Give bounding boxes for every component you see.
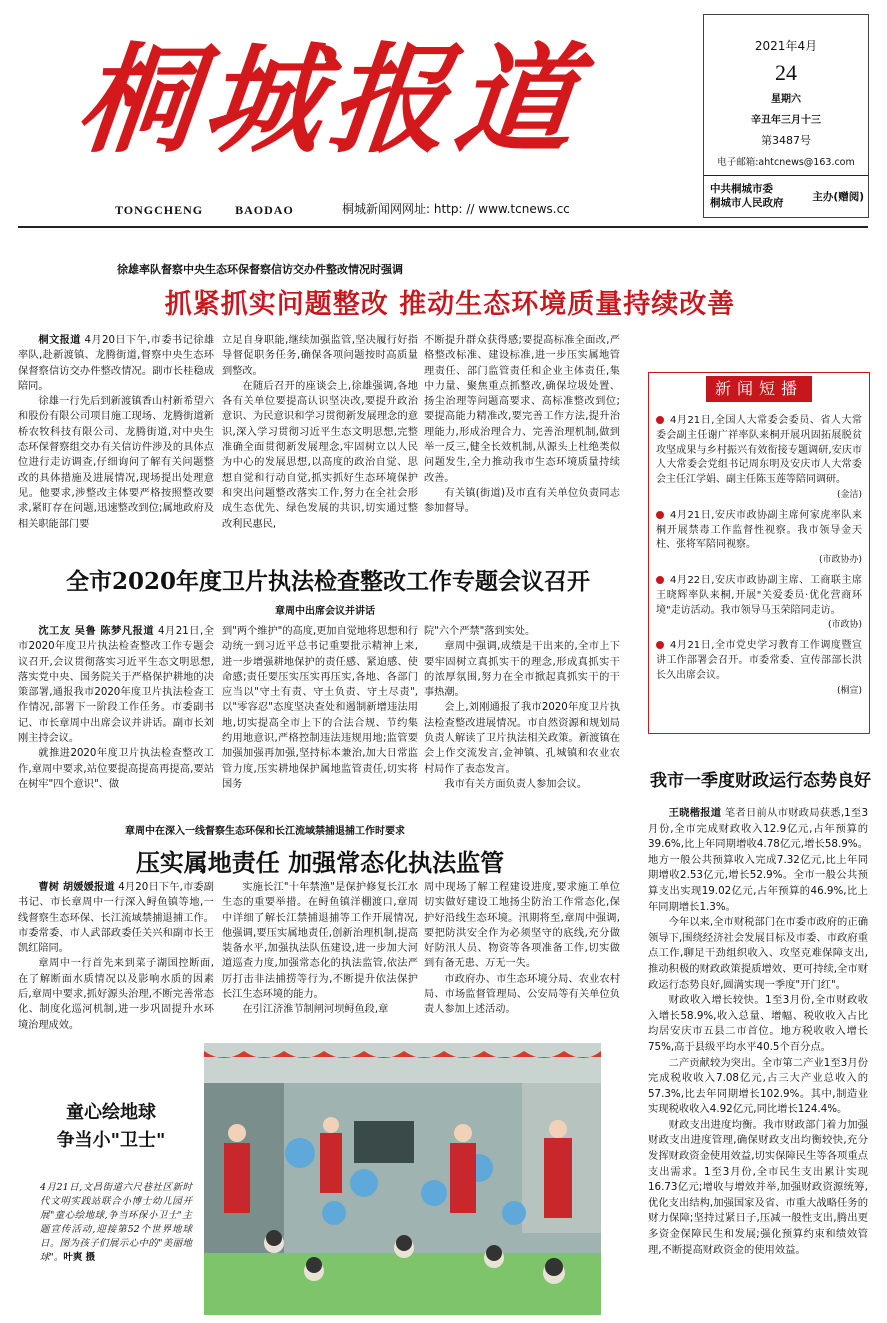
article3-col3: 周中现场了解工程建设进度,要求施工单位切实做好建设工地扬尘防治工作常态化,保护好沿线生态环境。汛期将至,章周中强调,要把防洪安全作为必须坚守的底线,充分做好防汛人员、物资等各项准备工作,切实做到有备无患、万无一失。 市政府办、市生态环境分局、农业农村局、市场监督管理局、公安局等有关单位负责人参加上述活动。 — [424, 882, 620, 1016]
brief-item: 4月21日,全市党史学习教育工作调度暨宣讲工作部署会召开。市委常委、宣传部部长洪长久出席会议。 (桐宣) — [656, 640, 862, 696]
news-briefs-list — [656, 414, 862, 698]
brief-item: 4月21日,全国人大常委会委员、省人大常委会副主任谢广祥率队来桐开展巩固拓展脱贫攻坚成果与乡村振兴有效衔接专题调研,安庆市人大常委会党组书记周东明及安庆市人大常委会主任江学娟、副主任陈玉莲等陪同调研。 (金洁) — [656, 415, 862, 500]
article2-col1: 沈工友 吴鲁 陈梦凡报道 4月21日,全市2020年度卫片执法检查整改工作专题会议召开,会议贯彻落实习近平生态文明思想,落实党中央、国务院关于严格保护耕地的决策部署,通报我市2020年度卫片执法检查工作情况,部署下一阶段工作任务。市委副书记、市长章周中出席会议并讲话。副市长刘刚主持会议。 就推进2020年度卫片执法检查整改工作,章周中要求,站位要提高提高再提高,要站在树牢"四个意识"、做 — [18, 625, 214, 790]
bullet-icon — [656, 511, 664, 519]
news-briefs-title: 新闻短播 — [706, 376, 812, 402]
website-line: 桐城新闻网网址: http: // www.tcnews.cc — [342, 202, 570, 216]
issue-info-box — [703, 14, 869, 218]
masthead-logo — [69, 20, 606, 185]
article1-p2: 徐雄一行先后到新渡镇香山村新希望六和股份有限公司项目施工现场、龙腾街道新桥农牧科技有限公司、龙腾街道,对中央生态环保督察组交办有关信访件涉及的具体点位进行走访调查,仔细询问了解有关问题整改的具体措施及进展情况,现场提出处理意见。他要求,涉整改主体要严格按照整改要求,紧盯存在问题,迅速整改到位;属地政府及相关职能部门要 — [18, 396, 214, 530]
article2-col2: 到"两个维护"的高度,更加自觉地将思想和行动统一到习近平总书记重要批示精神上来,进一步增强耕地保护的责任感、紧迫感、使命感;责任要压实压实再压实,各地、各部门应当以"守土有责、守土负责、守土尽责",以"零容忍"态度坚决查处和遏制新增违法用地,切实提高全市上下的合法合规、节约集约用地意识,严格控制违法违规用地;监管要加强加强再加强,坚持标本兼治,加大日常监管力度,压实耕地保护属地监管责任,切实将国务 — [222, 626, 418, 790]
article1-col3 — [424, 333, 620, 533]
article2-byline: 沈工友 吴鲁 陈梦凡报道 — [38, 625, 155, 637]
article1-p6: 有关镇(街道)及市直有关单位负责同志参加督导。 — [424, 487, 620, 515]
article3-kicker: 章周中在深入一线督察生态环保和长江流域禁捕退捕工作时要求 — [125, 826, 405, 837]
article2-col3: 院"六个严禁"落到实处。 章周中强调,成绩是干出来的,全市上下要牢固树立真抓实干的理念,形成真抓实干的浓厚氛围,努力在全市掀起真抓实干的干事热潮。 会上,刘刚通报了我市2020年度卫片执法检查整改进展情况。市自然资源和规划局负责人解读了卫片执法相关政策。新渡镇在会上作交流发言,金神镇、孔城镇和农业农村局作了表态发言。 我市有关方面负责人参加会议。 — [424, 626, 620, 790]
masthead-pinyin — [115, 203, 322, 218]
photo-title-1: 童心绘地球 — [66, 1102, 156, 1123]
article3-col1: 曹树 胡媛媛报道 4月20日下午,市委副书记、市长章周中一行深入鲟鱼镇等地,一线督察生态环保、长江流域禁捕退捕工作。市委常委、市人武部政委任关兴和副市长王凯红陪同。 章周中一行首先来到菜子湖国控断面,在了解断面水质情况以及影响水质的因素后,章周中要求,抓好源头治理,不断完善常态化、制度化巡河机制,进一步巩固提升水环境治理成效。 — [18, 881, 214, 1031]
article1-p1: 4月20日下午,市委书记徐雄率队,赴新渡镇、龙腾街道,督察中央生态环保督察信访交办件整改情况。副市长桂稳成陪同。 — [18, 335, 214, 392]
photo-caption: 4月21日,文昌街道六尺巷社区新时代文明实践站联合小博士幼儿园开展"童心绘地球,争当环保小卫士"主题宣传活动,迎接第52个世界地球日。图为孩子们展示心中的"美丽地球"。叶爽 摄 — [40, 1182, 192, 1263]
issue-day: 24 — [775, 60, 797, 85]
brief-item: 4月22日,安庆市政协副主席、工商联主席王晓辉率队来桐,开展"关爱委员·优化营商环境"走访活动。我市领导马玉荣陪同走访。 (市政协) — [656, 574, 862, 631]
photo-caption-box — [18, 1043, 204, 1315]
masthead-rule — [18, 226, 868, 228]
article3-byline: 曹树 胡媛媛报道 — [38, 881, 115, 893]
article1-p5: 不断提升群众获得感;要提高标准全面改,严格整改标准、建设标准,进一步压实属地管理责任、部门监管责任和企业主体责任,集中力量、聚焦重点抓整改,确保垃圾处置、扬尘治理等问题高要求、高标准整改到位;要提高能力精准改,要完善工作方法,提升治理能力,形成治理合力、完善治理机制,做到举一反三,健全长效机制,从源头上杜绝类似问题发生,全力推动我市生态环境质量持续改善。 — [424, 335, 620, 484]
issue-email: 电子邮箱:ahtcnews@163.com — [717, 157, 855, 168]
classroom-photo — [204, 1043, 601, 1315]
sponsor-role: 主办(赠阅) — [812, 191, 864, 203]
photo-title-2: 争当小"卫士" — [56, 1130, 166, 1151]
pinyin-2: BAODAO — [235, 203, 294, 217]
issue-lunar: 辛丑年三月十三 — [751, 115, 821, 126]
article1-col1 — [18, 333, 214, 533]
article3-headline: 压实属地责任 加强常态化执法监管 — [135, 848, 505, 877]
article3-col2: 实施长江"十年禁渔"是保护修复长江水生态的重要举措。在鲟鱼镇洋棚渡口,章周中详细了解长江禁捕退捕等工作开展情况,他强调,要压实属地责任,创新治理机制,提高装备水平,加强执法队伍建设,进一步加大河道巡查力度,加强常态化的执法监管,依法严厉打击非法捕捞等行为,不断提升依法保护长江生态环境的能力。 在引江济淮节制闸河坝鲟鱼段,章 — [222, 882, 418, 1016]
issue-number: 第3487号 — [761, 134, 811, 147]
article1-headline: 抓紧抓实问题整改 推动生态环境质量持续改善 — [164, 289, 736, 320]
article1-byline: 桐文报道 — [38, 334, 81, 346]
article2-subhead: 章周中出席会议并讲话 — [275, 606, 375, 617]
article4-byline: 王晓楷报道 — [668, 807, 722, 819]
masthead-title: 桐城报道 — [71, 30, 590, 169]
article1-p4: 在随后召开的座谈会上,徐雄强调,各地各有关单位要提高认识坚决改,要提升政治意识、为民意识和学习贯彻新发展理念的意识,深入学习贯彻习近平生态文明思想,完整准确全面贯彻新发展理念,牢固树立以人民为中心的发展思想,以高度的政治自觉、思想自觉和行动自觉,抓实抓好生态环境保护和突出问题整改落实工作,努力在全社会形成生态优先、绿色发展的共识,切实通过整改利民惠民, — [222, 380, 418, 530]
article1-col2 — [222, 333, 418, 533]
bullet-icon — [656, 641, 664, 649]
article4-headline: 我市一季度财政运行态势良好 — [650, 771, 871, 791]
pinyin-1: TONGCHENG — [115, 203, 204, 217]
article4-body: 王晓楷报道 笔者日前从市财政局获悉,1至3月份,全市完成财政收入12.9亿元,占年预算的39.6%,比上年同期增收4.78亿元,增长58.9%。地方一般公共预算收入完成7.32亿元,比上年同期增收2.53亿元,增长52.9%。全市一般公共预算支出实现19.02亿元,占年预算的46.9%,比上年同期增长1.3%。 今年以来,全市财税部门在市委市政府的正确领导下,围绕经济社会发展目标及市委、市政府重点工作,聊足干劲组织收入、攻坚克难保障支出,推动积极的财政政策提质增效、更可持续,全市财政运行态势良好,圆满实现一季度"开门红"。 财政收入增长较快。1至3月份,全市财政收入增长58.9%,收入总量、增幅、税收收入占比均居安庆市五县二市首位。地方税收收入增长75%,高于县级平均水平40.5个百分点。 二产贡献较为突出。全市第二产业1至3月份完成税收收入7.08亿元,占三大产业总收入的57.3%,比去年同期增长102.9%。其中,制造业实现税收收入4.92亿元,同比增长124.4%。 财政支出进度均衡。我市财政部门着力加强财政支出进度管理,确保财政支出均衡较快,充分发挥财政资金使用效益,切实保障民生等各项重点支出需求。1至3月份,全市民生支出累计实现16.73亿元;增收与增效并举,加强财政资源统筹,优化支出结构,加强国家及省、市重大战略任务的财力保障;坚持过紧日子,压减一般性支出,腾出更多资金保障民生和发展;强化预算约束和绩效管理,不断提高财政资金的使用效益。 — [648, 807, 868, 1256]
classroom-photo-illustration — [204, 1043, 601, 1315]
bullet-icon — [656, 576, 664, 584]
bullet-icon — [656, 416, 664, 424]
brief-item: 4月21日,安庆市政协副主席何家虎率队来桐开展禁毒工作监督性视察。我市领导金天柱、张将军陪同视察。 (市政协办) — [656, 509, 862, 566]
sponsor-2: 桐城市人民政府 — [710, 197, 784, 209]
article1-kicker: 徐雄率队督察中央生态环保督察信访交办件整改情况时强调 — [117, 263, 403, 276]
issue-date: 2021年4月 — [754, 39, 818, 53]
article1-p3: 立足自身职能,继续加强监管,坚决履行好指导督促职务任务,确保各项问题按时高质量到整改。 — [222, 335, 418, 377]
sponsor-1: 中共桐城市委 — [710, 183, 773, 195]
photo-credit: 叶爽 摄 — [63, 1252, 96, 1263]
article2-headline: 全市2020年度卫片执法检查整改工作专题会议召开 — [65, 568, 590, 595]
issue-weekday: 星期六 — [771, 94, 801, 105]
